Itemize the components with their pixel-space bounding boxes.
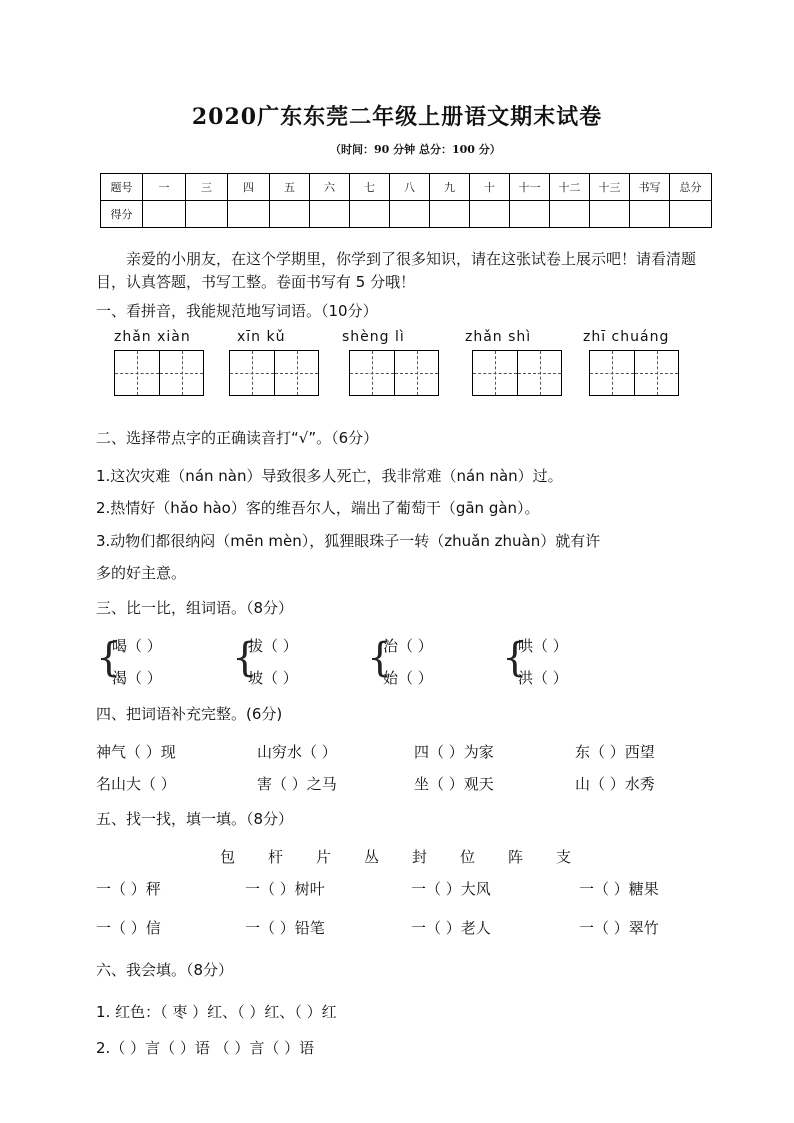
q2-heading: 二、选择带点字的正确读音打“√”。（6分） <box>96 429 379 447</box>
pinyin-2: xīn kǔ <box>237 329 286 345</box>
score-header-row <box>101 174 712 201</box>
q5-blank: 一（ ）铅笔 <box>245 919 325 937</box>
score-entry-cell[interactable] <box>430 201 470 228</box>
brace-icon: { <box>367 635 393 681</box>
q2-line-3: 3.动物们都很纳闷（mēn mèn），狐狸眼珠子一转（zhuǎn zhuàn）就有许 <box>96 532 601 550</box>
score-entry-row <box>101 201 712 228</box>
score-entry-cell[interactable] <box>510 201 550 228</box>
score-header-cell: 一 <box>143 174 186 201</box>
q1-heading: 一、看拼音，我能规范地写词语。（10分） <box>96 302 378 320</box>
q4-idiom: 东（ ）西望 <box>575 743 655 761</box>
score-entry-cell[interactable] <box>550 201 590 228</box>
q3-word: 坡（ ） <box>248 669 298 687</box>
q4-heading: 四、把词语补充完整。(6分) <box>96 705 283 723</box>
writing-grid-5[interactable] <box>589 350 679 396</box>
q5-blank: 一（ ）秤 <box>96 880 161 898</box>
q5-word-bank-item: 位 <box>460 848 476 866</box>
score-header-cell: 七 <box>350 174 390 201</box>
score-entry-cell[interactable] <box>630 201 670 228</box>
score-entry-cell[interactable] <box>310 201 350 228</box>
brace-icon: { <box>232 635 258 681</box>
q3-word: 哄（ ） <box>518 637 568 655</box>
q2-line-2: 2.热情好（hǎo hào）客的维吾尔人，端出了葡萄干（gān gàn）。 <box>96 499 540 517</box>
q5-blank: 一（ ）翠竹 <box>579 919 659 937</box>
score-header-cell: 题号 <box>101 174 143 201</box>
score-header-cell: 十 <box>470 174 510 201</box>
score-row-label: 得分 <box>101 201 143 228</box>
score-entry-cell[interactable] <box>390 201 430 228</box>
score-table <box>100 173 712 228</box>
q2-line-1: 1.这次灾难（nán nàn）导致很多人死亡，我非常难（nán nàn）过。 <box>96 467 563 485</box>
score-entry-cell[interactable] <box>228 201 270 228</box>
q4-idiom: 山穷水（ ） <box>257 743 337 761</box>
q3-word: 治（ ） <box>383 637 433 655</box>
score-header-cell: 六 <box>310 174 350 201</box>
q5-blank: 一（ ）糖果 <box>579 880 659 898</box>
q3-word: 始（ ） <box>383 669 433 687</box>
q5-blank: 一（ ）树叶 <box>245 880 325 898</box>
q4-idiom: 坐（ ）观天 <box>414 775 494 793</box>
q3-word: 渴（ ） <box>112 669 162 687</box>
score-entry-cell[interactable] <box>186 201 228 228</box>
q4-idiom: 名山大（ ） <box>96 775 176 793</box>
brace-icon: { <box>96 635 122 681</box>
exam-info: （时间：90 分钟 总分：100 分） <box>330 143 501 156</box>
score-entry-cell[interactable] <box>590 201 630 228</box>
writing-grid-4[interactable] <box>472 350 562 396</box>
q3-word: 喝（ ） <box>112 637 162 655</box>
score-header-cell: 十二 <box>550 174 590 201</box>
q6-line-2: 2.（ ）言（ ）语 （ ）言（ ）语 <box>96 1039 315 1057</box>
score-entry-cell[interactable] <box>470 201 510 228</box>
score-header-cell: 四 <box>228 174 270 201</box>
q5-blank: 一（ ）大风 <box>411 880 491 898</box>
intro-paragraph: 亲爱的小朋友，在这个学期里，你学到了很多知识，请在这张试卷上展示吧！请看清题目，认真答题，书写工整。卷面书写有 5 分哦！ <box>96 250 697 291</box>
score-header-cell: 五 <box>270 174 310 201</box>
pinyin-3: shèng lì <box>342 329 405 345</box>
q4-idiom: 害（ ）之马 <box>257 775 337 793</box>
q4-idiom: 山（ ）水秀 <box>575 775 655 793</box>
q5-word-bank-item: 包 <box>220 848 236 866</box>
score-header-cell: 十三 <box>590 174 630 201</box>
page-title: 2020广东东莞二年级上册语文期末试卷 <box>191 104 603 130</box>
score-header-cell: 书写 <box>630 174 670 201</box>
q5-heading: 五、找一找，填一填。（8分） <box>96 810 294 828</box>
q5-blank: 一（ ）信 <box>96 919 161 937</box>
q6-heading: 六、我会填。（8分） <box>96 961 234 979</box>
score-header-cell: 八 <box>390 174 430 201</box>
q4-idiom: 神气（ ）现 <box>96 743 176 761</box>
pinyin-1: zhǎn xiàn <box>114 329 191 345</box>
score-header-cell: 九 <box>430 174 470 201</box>
pinyin-4: zhǎn shì <box>465 329 532 345</box>
score-entry-cell[interactable] <box>143 201 186 228</box>
brace-icon: { <box>502 635 528 681</box>
q6-line-1: 1. 红色：（ 枣 ）红、（ ）红、（ ）红 <box>96 1003 337 1021</box>
q3-word: 洪（ ） <box>518 669 568 687</box>
q5-word-bank-item: 丛 <box>364 848 380 866</box>
score-entry-cell[interactable] <box>670 201 712 228</box>
q2-line-4: 多的好主意。 <box>96 564 187 582</box>
q5-blank: 一（ ）老人 <box>411 919 491 937</box>
q4-idiom: 四（ ）为家 <box>414 743 494 761</box>
q3-word: 拔（ ） <box>248 637 298 655</box>
writing-grid-3[interactable] <box>349 350 439 396</box>
q5-word-bank-item: 阵 <box>508 848 524 866</box>
q5-word-bank-item: 片 <box>316 848 332 866</box>
pinyin-5: zhī chuáng <box>583 329 670 345</box>
q3-heading: 三、比一比，组词语。（8分） <box>96 599 294 617</box>
writing-grid-2[interactable] <box>229 350 319 396</box>
score-header-cell: 三 <box>186 174 228 201</box>
score-entry-cell[interactable] <box>270 201 310 228</box>
score-entry-cell[interactable] <box>350 201 390 228</box>
q5-word-bank-item: 支 <box>556 848 572 866</box>
q5-word-bank-item: 封 <box>412 848 428 866</box>
writing-grid-1[interactable] <box>114 350 204 396</box>
score-header-cell: 十一 <box>510 174 550 201</box>
score-header-cell: 总分 <box>670 174 712 201</box>
q5-word-bank-item: 杆 <box>268 848 284 866</box>
